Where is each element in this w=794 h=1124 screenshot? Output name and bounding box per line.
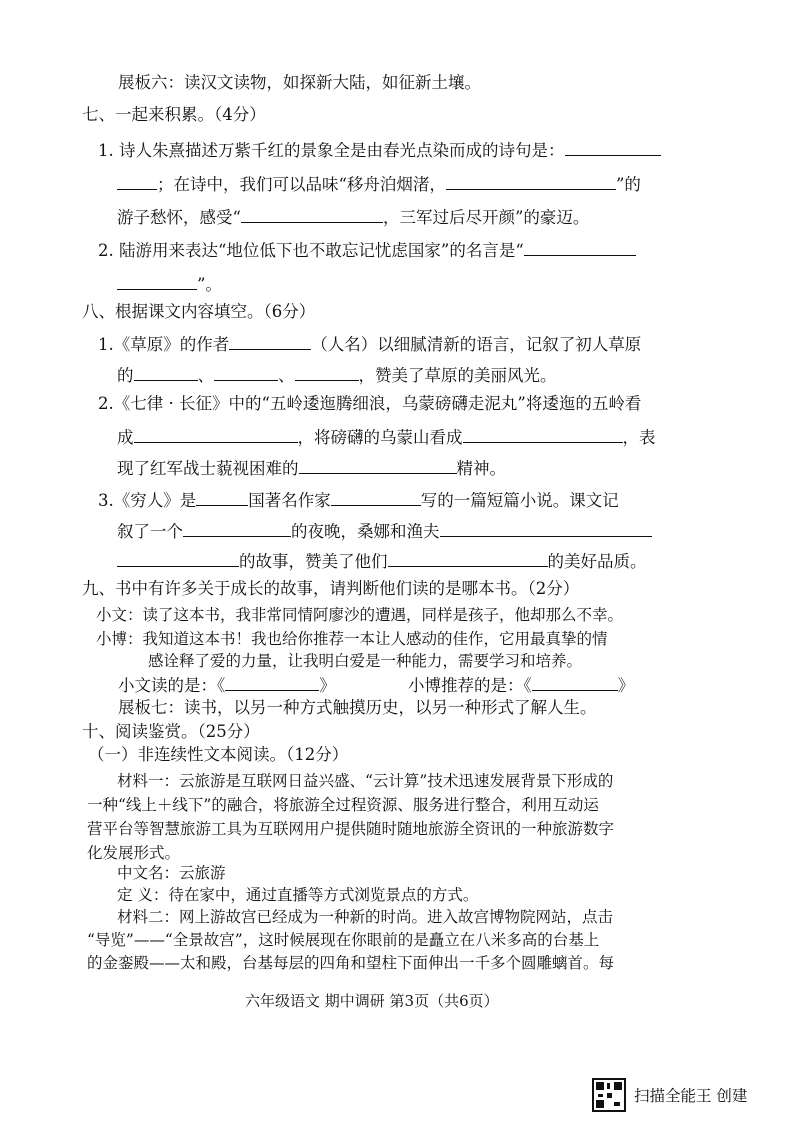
q8-1-line2 bbox=[117, 363, 557, 387]
answer-blank[interactable] bbox=[117, 272, 197, 290]
material1-line1: 材料一：云旅游是互联网日益兴盛、“云计算”技术迅速发展背景下形成的 bbox=[117, 772, 614, 790]
q8-3-text: 写的一篇短篇小说。课文记 bbox=[420, 491, 619, 510]
q9-answer-label: 》 bbox=[319, 676, 336, 695]
q8-1-line1 bbox=[98, 332, 641, 356]
material2-line1: 材料二：网上游故宫已经成为一种新的时尚。进入故宫博物院网站，点击 bbox=[117, 908, 614, 926]
q8-1-text: ，赞美了草原的美丽风光。 bbox=[358, 366, 557, 385]
q7-2-text: ”。 bbox=[197, 275, 222, 294]
q7-1-text: ”的 bbox=[615, 175, 641, 194]
answer-blank[interactable] bbox=[117, 549, 239, 567]
q7-1-line2 bbox=[117, 172, 641, 196]
answer-blank[interactable] bbox=[299, 456, 457, 474]
q8-1-text: 1.《草原》的作者 bbox=[98, 335, 230, 354]
answer-blank[interactable] bbox=[225, 673, 319, 691]
q8-2-text: 成 bbox=[117, 428, 134, 447]
answer-blank[interactable] bbox=[295, 363, 359, 381]
answer-blank[interactable] bbox=[134, 425, 298, 443]
q7-1-text: 1. 诗人朱熹描述万紫千红的景象全是由春光点染而成的诗句是： bbox=[98, 141, 565, 160]
q8-3-text: 国著名作家 bbox=[248, 491, 331, 510]
q8-3-text: 的故事，赞美了他们 bbox=[239, 552, 388, 571]
material2-line3: 的金銮殿——太和殿，台基每层的四角和望柱下面伸出一千多个圆雕螭首。每 bbox=[87, 954, 615, 972]
scanner-watermark bbox=[592, 1078, 747, 1112]
answer-blank[interactable] bbox=[134, 363, 198, 381]
q9-xiaobo-1: 小博：我知道这本书！我也给你推荐一本让人感动的佳作，它用最真挚的情 bbox=[96, 630, 608, 648]
q7-2-line2 bbox=[117, 272, 222, 296]
answer-blank[interactable] bbox=[183, 519, 291, 537]
watermark-text: 扫描全能王 创建 bbox=[634, 1087, 748, 1105]
answer-blank[interactable] bbox=[117, 172, 157, 190]
q8-1-text: 的 bbox=[117, 366, 134, 385]
q10-sub: （一）非连续性文本阅读。（12分） bbox=[88, 745, 349, 764]
q7-1-line3 bbox=[117, 205, 589, 229]
material2-line2: “导览”——“全景故宫”，这时候展现在你眼前的是矗立在八米多高的台基上 bbox=[87, 931, 600, 949]
q8-3-line2 bbox=[117, 519, 652, 543]
material1-line2: 一种“线上＋线下”的融合，将旅游全过程资源、服务进行整合，利用互动运 bbox=[87, 796, 599, 814]
answer-blank[interactable] bbox=[196, 488, 248, 506]
q8-2-line3 bbox=[117, 456, 506, 480]
answer-blank[interactable] bbox=[214, 363, 278, 381]
q9-xiaowen: 小文：读了这本书，我非常同情阿廖沙的遭遇，同样是孩子，他却那么不幸。 bbox=[96, 606, 624, 624]
page-footer: 六年级语文 期中调研 第3页（共6页） bbox=[245, 992, 499, 1010]
board7-text: 展板七：读书，以另一种方式触摸历史，以另一种形式了解人生。 bbox=[118, 698, 597, 717]
answer-blank[interactable] bbox=[229, 332, 311, 350]
q9-answer-2 bbox=[408, 673, 634, 697]
q8-title: 八、根据课文内容填空。（6分） bbox=[82, 302, 316, 321]
q8-3-text: 的美好品质。 bbox=[547, 552, 647, 571]
q9-answer-label: 》 bbox=[617, 676, 635, 695]
q7-2-line1 bbox=[98, 238, 636, 262]
q7-1-text: ，三军过后尽开颜”的豪迈。 bbox=[382, 208, 590, 227]
q9-answer-label: 小文读的是：《 bbox=[118, 676, 226, 695]
q8-3-text: 的夜晚，桑娜和渔夫 bbox=[291, 522, 440, 541]
material1-name: 中文名：云旅游 bbox=[117, 864, 226, 882]
q8-2-text: ，表 bbox=[622, 428, 656, 447]
answer-blank[interactable] bbox=[532, 673, 618, 691]
q8-3-text: 叙了一个 bbox=[117, 522, 183, 541]
q7-title: 七、一起来积累。（4分） bbox=[82, 105, 266, 124]
q8-2-line2 bbox=[117, 425, 656, 449]
q7-2-text: 2. 陆游用来表达“地位低下也不敢忘记忧虑国家”的名言是“ bbox=[98, 241, 524, 260]
q8-2-text: ，将磅礴的乌蒙山看成 bbox=[297, 428, 463, 447]
material1-line3: 营平台等智慧旅游工具为互联网用户提供随时随地旅游全资讯的一种旅游数字 bbox=[87, 820, 615, 838]
answer-blank[interactable] bbox=[446, 172, 616, 190]
q9-answer-label: 小博推荐的是：《 bbox=[408, 676, 532, 695]
q8-2-line1: 2.《七律 · 长征》中的“五岭逶迤腾细浪，乌蒙磅礴走泥丸”将逶迤的五岭看 bbox=[98, 394, 642, 413]
q8-3-line1 bbox=[98, 488, 619, 512]
q9-title: 九、书中有许多关于成长的故事，请判断他们读的是哪本书。（2分） bbox=[82, 579, 580, 598]
q10-title: 十、阅读鉴赏。（25分） bbox=[82, 722, 260, 741]
q8-1-text: 、 bbox=[278, 366, 295, 385]
q8-2-text: 现了红军战士藐视困难的 bbox=[117, 459, 299, 478]
answer-blank[interactable] bbox=[331, 488, 421, 506]
q8-3-text: 3.《穷人》是 bbox=[98, 491, 197, 510]
q7-1-text: 游子愁怀，感受“ bbox=[117, 208, 241, 227]
answer-blank[interactable] bbox=[463, 425, 623, 443]
answer-blank[interactable] bbox=[565, 138, 661, 156]
q8-3-line3 bbox=[117, 549, 647, 573]
q8-2-text: 精神。 bbox=[456, 459, 506, 478]
answer-blank[interactable] bbox=[241, 205, 383, 223]
q7-1-line1 bbox=[98, 138, 661, 162]
q8-1-text: （人名）以细腻清新的语言，记叙了初人草原 bbox=[311, 335, 642, 354]
qr-code-icon bbox=[592, 1078, 626, 1112]
q9-answer-1 bbox=[118, 673, 336, 697]
q8-1-text: 、 bbox=[197, 366, 214, 385]
q7-1-text: ；在诗中，我们可以品味“移舟泊烟渚， bbox=[157, 175, 446, 194]
q9-xiaobo-2: 感诠释了爱的力量，让我明白爱是一种能力，需要学习和培养。 bbox=[148, 652, 583, 670]
material1-definition: 定 义：待在家中，通过直播等方式浏览景点的方式。 bbox=[117, 886, 479, 904]
answer-blank[interactable] bbox=[388, 549, 548, 567]
material1-line4: 化发展形式。 bbox=[87, 844, 181, 862]
answer-blank[interactable] bbox=[440, 519, 652, 537]
board6-text: 展板六：读汉文读物，如探新大陆，如征新土壤。 bbox=[118, 73, 481, 92]
answer-blank[interactable] bbox=[524, 238, 636, 256]
